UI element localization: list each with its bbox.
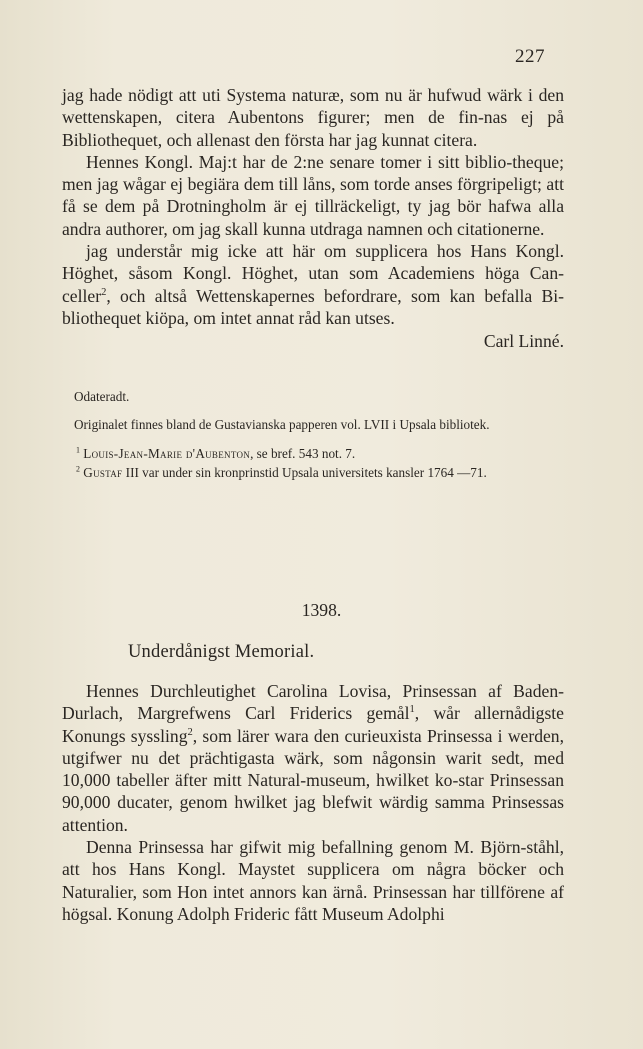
paragraph-1: jag hade nödigt att uti Systema naturæ, som nu är hufwud wärk i den wettenskapen, citera Aubentons figurer; men de fin-nas ej på Bibliothequet, och allenast den första har jag kunnat citera. xyxy=(62,85,564,150)
footnote-ref-2: 2 xyxy=(101,286,107,298)
memorial-paragraph-1 xyxy=(62,680,564,836)
notes-block xyxy=(62,388,564,482)
footnote-2 xyxy=(62,463,564,482)
memorial-p1-text-c: , som lärer wara den curieuxista Prinsessa i werden, utgifwer nu det prächtigasta wärk, som någonsin warit sedt, med 10,000 tabeller äfter mitt Natural-museum, hwilket ko-star Prinsessan 90,000 ducater, genom hwilket jag blefwit wärdig samma Prinsessas attention. xyxy=(62,725,564,835)
letter-body-bottom xyxy=(62,680,564,925)
footnote-2-number: 2 xyxy=(76,465,80,475)
footnotes xyxy=(62,444,564,482)
page-number: 227 xyxy=(515,46,545,67)
source-note: Originalet finnes bland de Gustavianska papperen vol. LVII i Upsala bibliotek. xyxy=(74,417,490,433)
footnote-1-number: 1 xyxy=(76,446,80,456)
footnote-1-name: Louis-Jean-Marie d'Aubenton xyxy=(83,446,251,462)
paragraph-3-text-b: , och altså Wettenskapernes befordrare, som kan befalla Bi-bliothequet kiöpa, om intet annat råd kan utses. xyxy=(62,285,564,328)
footnote-1 xyxy=(62,444,564,463)
letter-heading: Underdånigst Memorial. xyxy=(128,642,315,662)
memorial-p1-text-a: Hennes Durchleutighet Carolina Lovisa, Prinsessan af Baden-Durlach, Margrefwens Carl Friderics gemål xyxy=(62,681,564,724)
footnote-2-text: III var under sin kronprinstid Upsala universitets kansler 1764 —71. xyxy=(122,465,487,481)
footnote-1-text: , se bref. 543 not. 7. xyxy=(250,446,356,462)
paragraph-3-text-a: jag understår mig icke att här om supplicera hos Hans Kongl. Höghet, såsom Kongl. Höghet, utan som Academiens höga Can-celler xyxy=(62,241,564,306)
memorial-paragraph-2: Denna Prinsessa har gifwit mig befallning genom M. Björn-ståhl, att hos Hans Kongl. Maystet supplicera om några böcker och Naturalier, som Hon intet annors kan ärnå. Prinsessan har tillförene af högsal. Konung Adolph Frideric fått Museum Adolphi xyxy=(62,837,564,924)
signature: Carl Linné. xyxy=(483,331,564,352)
letter-body-top xyxy=(62,84,564,352)
paragraph-3 xyxy=(62,240,564,329)
letter-number: 1398. xyxy=(301,600,342,620)
memorial-p1-text-b: , wår allernådigste Konungs syssling xyxy=(62,703,564,746)
paragraph-2: Hennes Kongl. Maj:t har de 2:ne senare tomer i sitt biblio-theque; men jag wågar ej begiära dem till låns, som torde anses förgripeligt; att få se dem på Drotningholm är ej tillräckeligt, ty jag bör hafwa alla andra authorer, om jag skall kunna utdraga namnen och citationerne. xyxy=(62,151,564,239)
footnote-2-name: Gustaf xyxy=(83,465,123,481)
memorial-footnote-ref-1: 1 xyxy=(409,704,415,716)
memorial-footnote-ref-2: 2 xyxy=(187,726,193,738)
undated-note: Odateradt. xyxy=(74,389,130,404)
